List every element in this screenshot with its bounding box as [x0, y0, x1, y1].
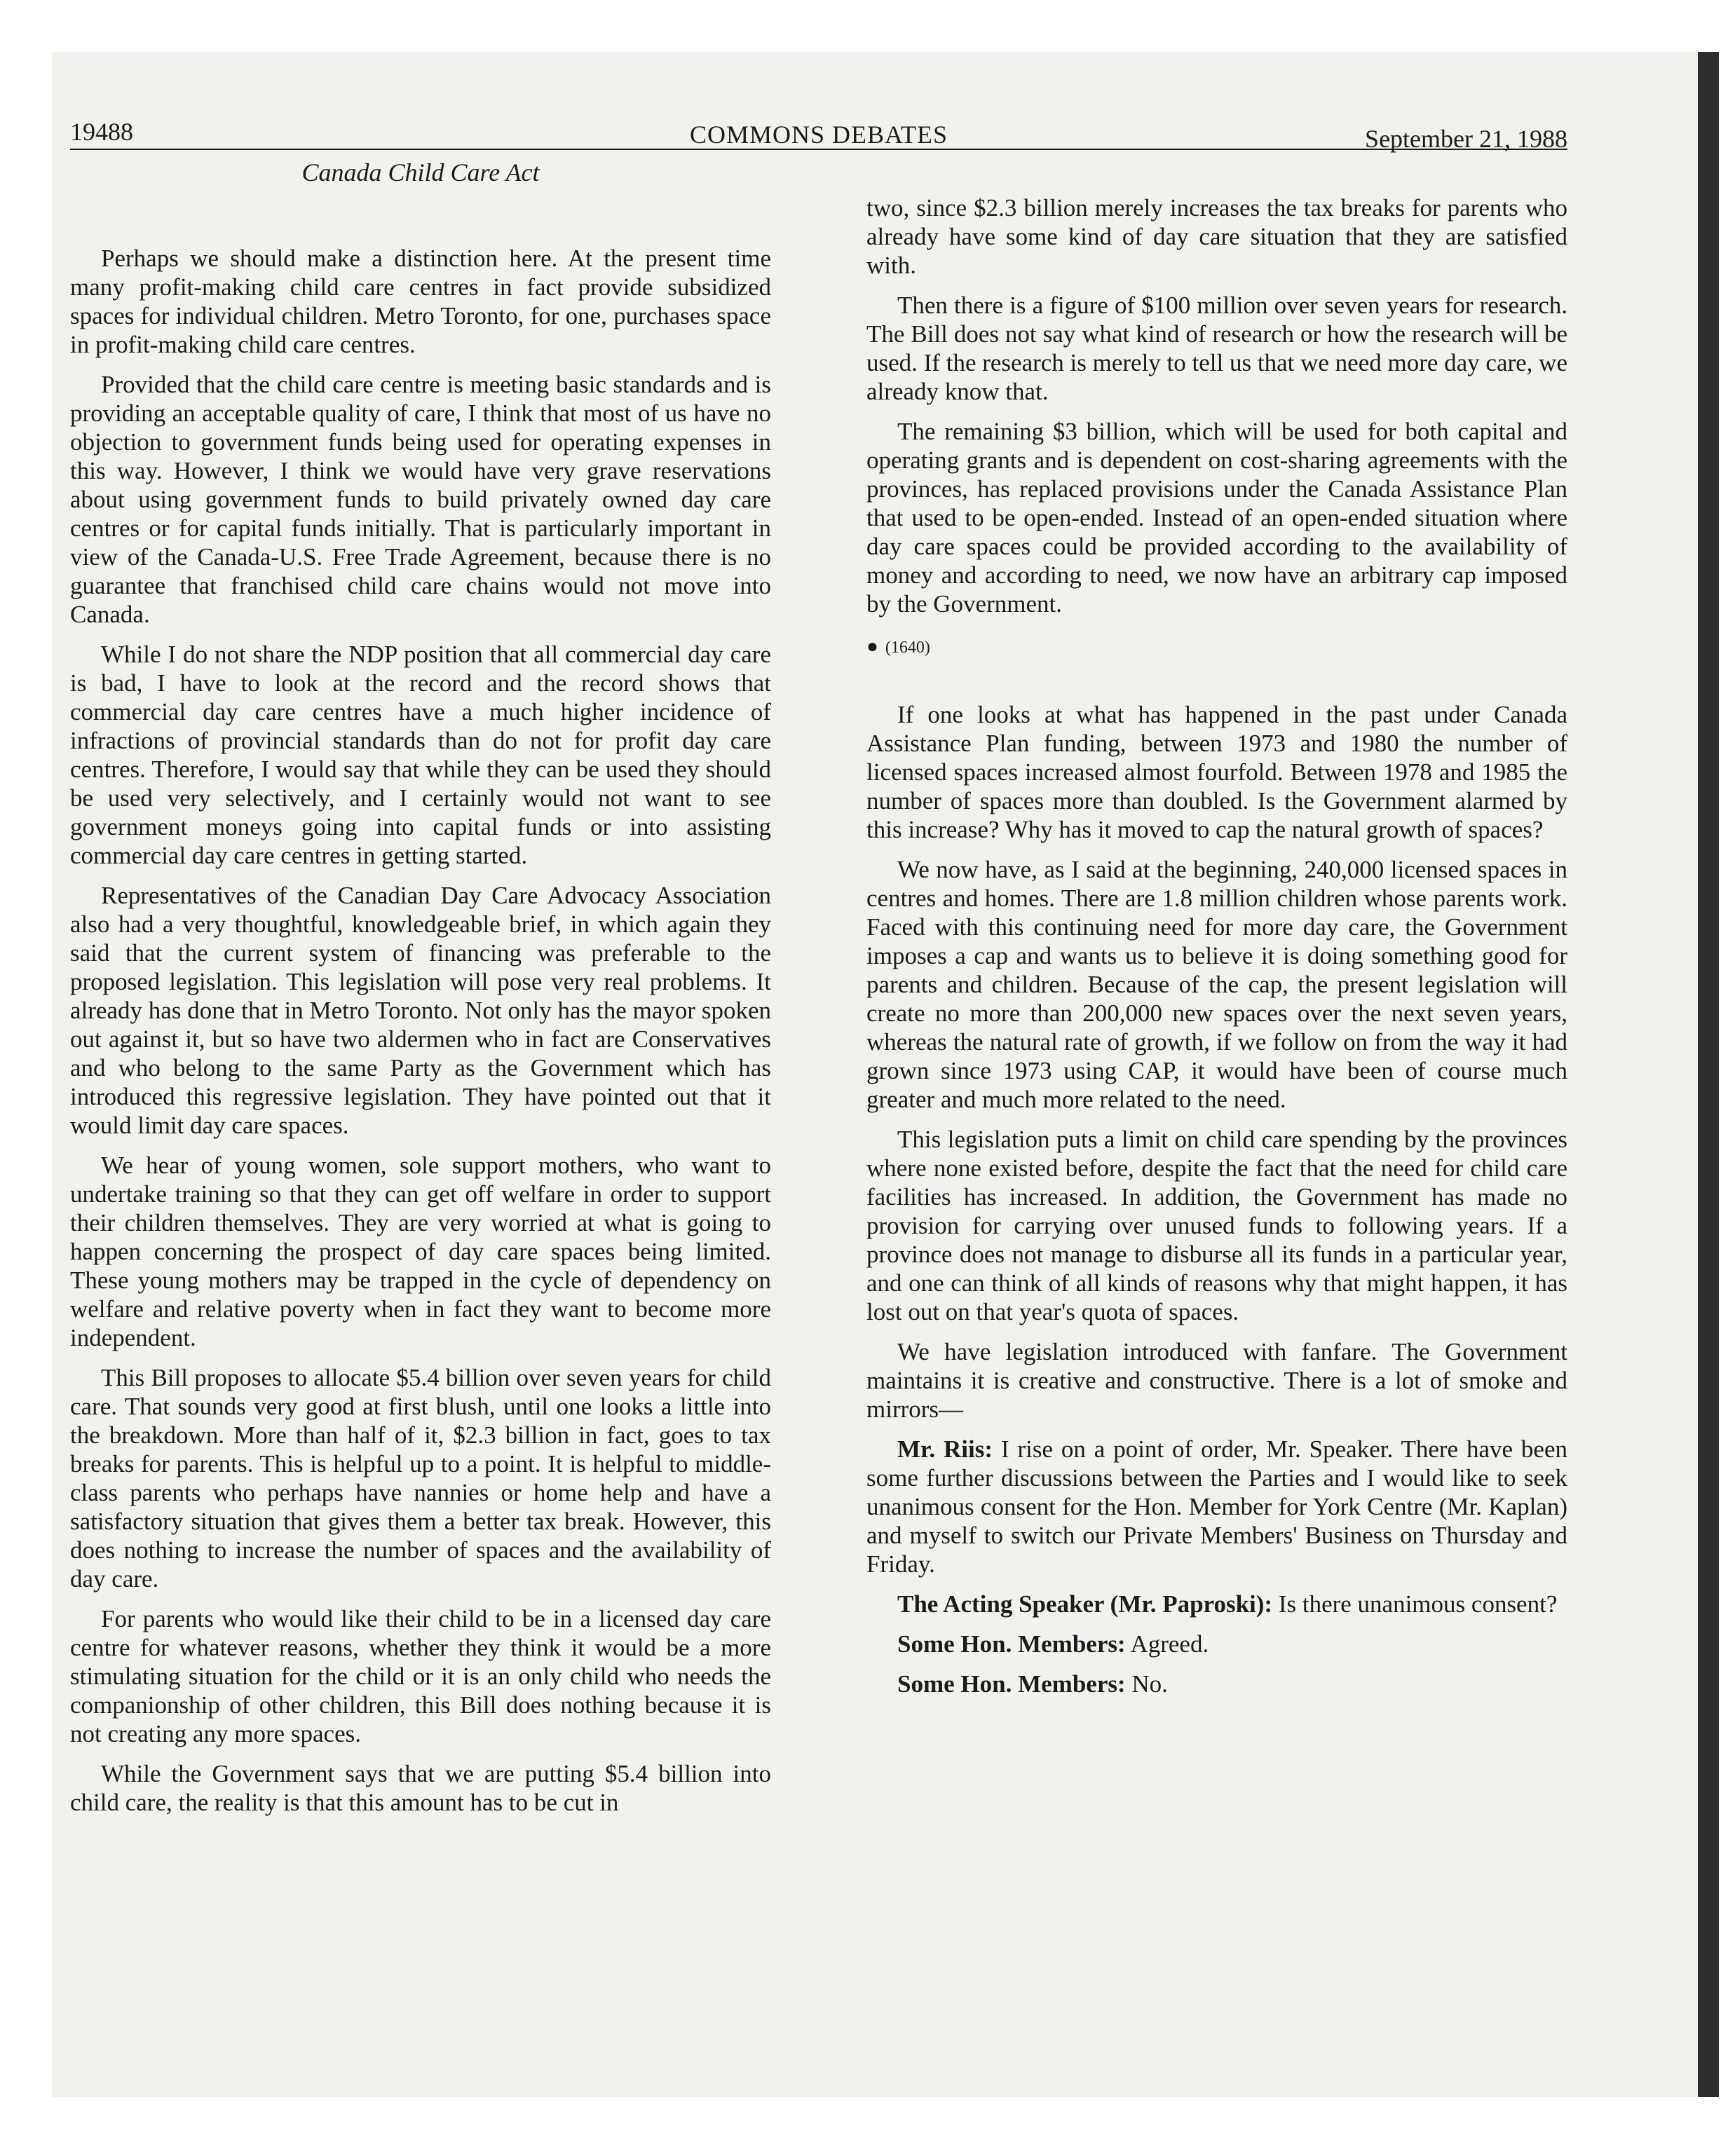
- speech-text: No.: [1125, 1670, 1168, 1698]
- paragraph: If one looks at what has happened in the past under Canada Assistance Plan funding, between 1973 and 1980 the number of licensed spaces increased almost fourfold. Between 1978 and 1985 the number of spaces more than doubled. Is the Government alarmed by this increase? Why has it moved to cap the natural growth of spaces?: [866, 701, 1567, 843]
- speech-text: Agreed.: [1125, 1630, 1209, 1658]
- paragraph: This Bill proposes to allocate $5.4 billion over seven years for child care. That sounds very good at first blush, until one looks a little into the breakdown. More than half of it, $2.3 billion in fact, goes to tax breaks for parents. This is helpful up to a point. It is helpful to middle-class parents who perhaps have nannies or home help and have a satisfactory situation that gives them a better tax break. However, this does nothing to increase the number of spaces and the availability of day care.: [70, 1364, 771, 1592]
- paragraph: two, since $2.3 billion merely increases the tax breaks for parents who already have some kind of day care situation that they are satisfied with.: [866, 194, 1567, 279]
- paragraph: Then there is a figure of $100 million over seven years for research. The Bill does not say what kind of research or how the research will be used. If the research is merely to tell us that we need more day care, we already know that.: [866, 292, 1567, 405]
- time-marker: [866, 636, 1567, 658]
- speaker-name: The Acting Speaker (Mr. Paproski):: [897, 1590, 1273, 1618]
- right-column: [866, 193, 1567, 1710]
- speech-text: Is there unanimous consent?: [1272, 1590, 1558, 1618]
- speaker-name: Some Hon. Members:: [897, 1670, 1126, 1698]
- paragraph: We have legislation introduced with fanfare. The Government maintains it is creative and constructive. There is a lot of smoke and mirrors—: [866, 1338, 1567, 1423]
- left-column: [70, 244, 771, 1828]
- paragraph: This legislation puts a limit on child care spending by the provinces where none existed before, despite the fact that the need for child care facilities has increased. In addition, the Government has made no provision for carrying over unused funds to following years. If a province does not manage to disburse all its funds in a particular year, and one can think of all kinds of reasons why that might happen, it has lost out on that year's quota of spaces.: [866, 1126, 1567, 1325]
- bullet-icon: ●: [866, 636, 878, 657]
- publication-title: COMMONS DEBATES: [689, 121, 948, 149]
- time-marker-text: (1640): [885, 639, 930, 657]
- scan-edge-shadow: [1698, 52, 1719, 2097]
- paragraph: For parents who would like their child to be in a licensed day care centre for whatever reasons, whether they think it would be a more stimulating situation for the child or it is an only child who needs the companionship of other children, this Bill does nothing because it is not creating any more spaces.: [70, 1605, 771, 1747]
- paragraph: Representatives of the Canadian Day Care Advocacy Association also had a very thoughtful, knowledgeable brief, in which again they said that the current system of financing was preferable to the proposed legislation. This legislation will pose very real problems. It already has done that in Metro Toronto. Not only has the mayor spoken out against it, but so have two aldermen who in fact are Conservatives and who belong to the same Party as the Government which has introduced this regressive legislation. They have pointed out that it would limit day care spaces.: [70, 882, 771, 1139]
- speech-text: I rise on a point of order, Mr. Speaker. There have been some further discussions between the Parties and I would like to seek unanimous consent for the Hon. Member for York Centre (Mr. Kaplan) and myself to switch our Private Members' Business on Thursday and Friday.: [866, 1435, 1567, 1578]
- page-content: [70, 111, 1567, 1816]
- exchange: [866, 1630, 1567, 1658]
- subject-heading: Canada Child Care Act: [301, 158, 540, 186]
- paragraph: We now have, as I said at the beginning, 240,000 licensed spaces in centres and homes. There are 1.8 million children whose parents work. Faced with this continuing need for more day care, the Government imposes a cap and wants us to believe it is doing something good for parents and children. Because of the cap, the present legislation will create no more than 200,000 new spaces over the next seven years, whereas the natural rate of growth, if we follow on from the way it had grown since 1973 using CAP, it would have been of course much greater and much more related to the need.: [866, 856, 1567, 1113]
- exchange: [866, 1670, 1567, 1698]
- exchange: [866, 1435, 1567, 1578]
- paragraph: The remaining $3 billion, which will be used for both capital and operating grants and is dependent on cost-sharing agreements with the provinces, has replaced provisions under the Canada Assistance Plan that used to be open-ended. Instead of an open-ended situation where day care spaces could be provided according to the availability of money and according to need, we now have an arbitrary cap imposed by the Government.: [866, 418, 1567, 618]
- page-number: 19488: [70, 118, 133, 146]
- exchange: [866, 1590, 1567, 1618]
- running-header: [70, 111, 1567, 153]
- issue-date: September 21, 1988: [1365, 125, 1567, 153]
- speaker-name: Mr. Riis:: [897, 1435, 993, 1463]
- speaker-name: Some Hon. Members:: [897, 1630, 1126, 1658]
- paragraph: We hear of young women, sole support mothers, who want to undertake training so that they can get off welfare in order to support their children themselves. They are very worried at what is going to happen concerning the prospect of day care spaces being limited. These young mothers may be trapped in the cycle of dependency on welfare and relative poverty when in fact they want to become more independent.: [70, 1152, 771, 1351]
- paragraph: Provided that the child care centre is meeting basic standards and is providing an acceptable quality of care, I think that most of us have no objection to government funds being used for operating expenses in this way. However, I think we would have very grave reservations about using government funds to build privately owned day care centres or for capital funds initially. That is particularly important in view of the Canada-U.S. Free Trade Agreement, because there is no guarantee that franchised child care chains would not move into Canada.: [70, 371, 771, 628]
- paragraph: While the Government says that we are putting $5.4 billion into child care, the reality is that this amount has to be cut in: [70, 1760, 771, 1816]
- paragraph: While I do not share the NDP position that all commercial day care is bad, I have to look at the record and the record shows that commercial day care centres have a much higher incidence of infractions of provincial standards than do not for profit day care centres. Therefore, I would say that while they can be used they should be used very selectively, and I certainly would not want to see government moneys going into capital funds or into assisting commercial day care centres in getting started.: [70, 641, 771, 869]
- paragraph: Perhaps we should make a distinction here. At the present time many profit-making child care centres in fact provide subsidized spaces for individual children. Metro Toronto, for one, purchases space in profit-making child care centres.: [70, 245, 771, 358]
